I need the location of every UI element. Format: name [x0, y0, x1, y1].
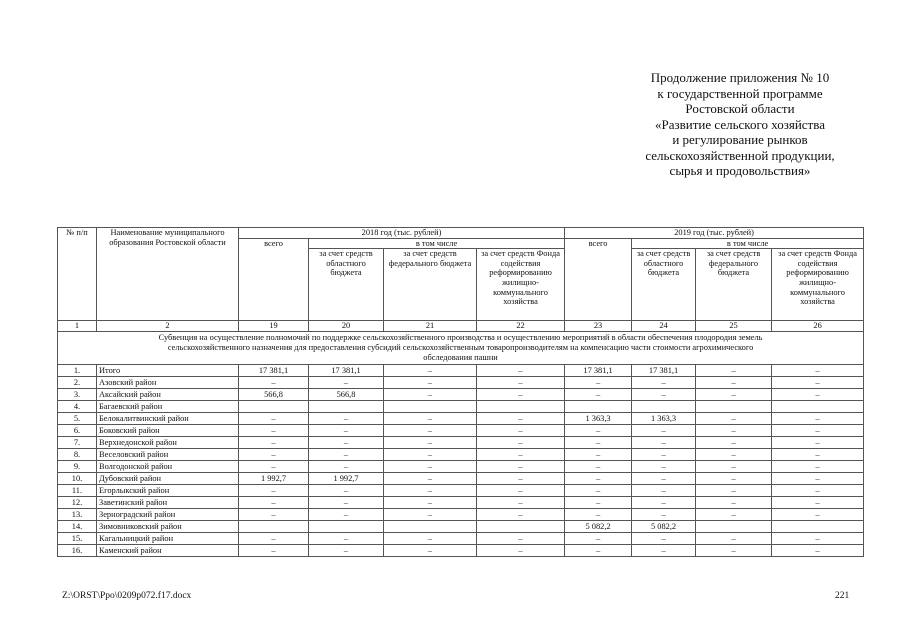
row-number: 13. — [58, 508, 97, 520]
value-cell: – — [384, 448, 477, 460]
value-cell: – — [239, 448, 309, 460]
value-cell — [632, 400, 696, 412]
value-cell: – — [696, 412, 772, 424]
appendix-heading — [620, 70, 860, 179]
value-cell — [477, 520, 565, 532]
value-cell: – — [565, 424, 632, 436]
value-cell: – — [696, 496, 772, 508]
row-number: 7. — [58, 436, 97, 448]
value-cell: – — [632, 460, 696, 472]
value-cell: – — [772, 472, 864, 484]
header-incl-2018: в том числе — [309, 238, 565, 249]
district-name: Верхнедонской район — [97, 436, 239, 448]
value-cell: – — [384, 376, 477, 388]
value-cell: – — [384, 508, 477, 520]
table-row — [58, 412, 864, 424]
value-cell: – — [696, 508, 772, 520]
value-cell: – — [309, 460, 384, 472]
header-oblast-2019: за счет средств областного бюджета — [632, 249, 696, 321]
row-number: 16. — [58, 544, 97, 556]
value-cell: – — [384, 364, 477, 376]
header-year-2018: 2018 год (тыс. рублей) — [239, 228, 565, 239]
value-cell: – — [772, 460, 864, 472]
value-cell: – — [384, 544, 477, 556]
value-cell: – — [696, 472, 772, 484]
header-fund-2018: за счет средств Фонда содействия реформированию жилищно-коммунального хозяйства — [477, 249, 565, 321]
value-cell — [384, 400, 477, 412]
value-cell: – — [309, 508, 384, 520]
district-name: Кагальницкий район — [97, 532, 239, 544]
value-cell: – — [772, 388, 864, 400]
row-number: 2. — [58, 376, 97, 388]
value-cell: – — [632, 436, 696, 448]
district-name: Зерноградский район — [97, 508, 239, 520]
value-cell: 566,8 — [309, 388, 384, 400]
table-row — [58, 388, 864, 400]
heading-line: Ростовской области — [685, 101, 795, 116]
value-cell: – — [696, 532, 772, 544]
header-name: Наименование муниципального образования Ростовской области — [97, 228, 239, 321]
value-cell: – — [565, 436, 632, 448]
value-cell: – — [477, 364, 565, 376]
value-cell: – — [696, 436, 772, 448]
header-fund-2019: за счет средств Фонда содействия реформированию жилищно-коммунального хозяйства — [772, 249, 864, 321]
value-cell: – — [384, 472, 477, 484]
value-cell: 566,8 — [239, 388, 309, 400]
value-cell: – — [477, 484, 565, 496]
district-name: Веселовский район — [97, 448, 239, 460]
value-cell — [384, 520, 477, 532]
value-cell: – — [696, 388, 772, 400]
value-cell: – — [696, 460, 772, 472]
section-title: Субвенция на осуществление полномочий по поддержке сельскохозяйственного производства и осуществлению мероприятий в области обеспечения плодородия земель сельскохозяйственного назначения для предоставления субсидий сельскохозяйственным товаропроизводителям на компенсацию части стоимости агрохимического обследования пашни — [58, 331, 864, 364]
value-cell: – — [772, 412, 864, 424]
value-cell: 17 381,1 — [632, 364, 696, 376]
header-federal-2019: за счет средств федерального бюджета — [696, 249, 772, 321]
table-row — [58, 460, 864, 472]
heading-line: к государственной программе — [657, 85, 823, 101]
value-cell — [239, 520, 309, 532]
value-cell: – — [772, 544, 864, 556]
value-cell: 1 992,7 — [239, 472, 309, 484]
header-total-2018: всего — [239, 238, 309, 321]
heading-line: сельскохозяйственной продукции, — [645, 147, 835, 163]
row-number: 6. — [58, 424, 97, 436]
district-name: Зимовниковский район — [97, 520, 239, 532]
col-number: 20 — [309, 321, 384, 332]
district-name: Дубовский район — [97, 472, 239, 484]
value-cell — [696, 520, 772, 532]
value-cell: – — [565, 448, 632, 460]
value-cell: – — [565, 388, 632, 400]
value-cell: – — [239, 496, 309, 508]
value-cell: – — [772, 532, 864, 544]
value-cell: – — [565, 460, 632, 472]
value-cell: – — [384, 532, 477, 544]
col-number: 25 — [696, 321, 772, 332]
value-cell: – — [632, 448, 696, 460]
col-number: 22 — [477, 321, 565, 332]
value-cell: – — [309, 544, 384, 556]
value-cell: – — [696, 448, 772, 460]
value-cell: – — [565, 532, 632, 544]
value-cell: – — [477, 532, 565, 544]
header-incl-2019: в том числе — [632, 238, 864, 249]
col-number: 23 — [565, 321, 632, 332]
table-row — [58, 436, 864, 448]
value-cell: – — [384, 412, 477, 424]
value-cell: – — [772, 508, 864, 520]
value-cell: – — [696, 424, 772, 436]
value-cell — [565, 400, 632, 412]
value-cell: 17 381,1 — [239, 364, 309, 376]
col-number: 2 — [97, 321, 239, 332]
district-name: Багаевский район — [97, 400, 239, 412]
header-num: № п/п — [58, 228, 97, 321]
value-cell: – — [239, 532, 309, 544]
value-cell: – — [239, 544, 309, 556]
table-row — [58, 532, 864, 544]
value-cell: – — [696, 376, 772, 388]
value-cell: – — [565, 496, 632, 508]
value-cell: – — [772, 484, 864, 496]
value-cell: – — [632, 532, 696, 544]
value-cell: – — [565, 484, 632, 496]
row-number: 12. — [58, 496, 97, 508]
value-cell: – — [384, 484, 477, 496]
table-row — [58, 544, 864, 556]
table-row — [58, 520, 864, 532]
col-number: 24 — [632, 321, 696, 332]
subsidy-table — [57, 227, 864, 557]
value-cell: – — [477, 388, 565, 400]
value-cell: – — [565, 544, 632, 556]
heading-line: Продолжение приложения № 10 — [650, 70, 830, 85]
row-number: 15. — [58, 532, 97, 544]
value-cell: – — [309, 448, 384, 460]
value-cell: – — [309, 436, 384, 448]
value-cell: – — [477, 472, 565, 484]
value-cell: – — [309, 412, 384, 424]
value-cell: – — [477, 508, 565, 520]
row-number: 4. — [58, 400, 97, 412]
col-number: 19 — [239, 321, 309, 332]
value-cell: 5 082,2 — [565, 520, 632, 532]
district-name: Волгодонской район — [97, 460, 239, 472]
value-cell: 1 992,7 — [309, 472, 384, 484]
value-cell: – — [565, 472, 632, 484]
heading-line: сырья и продовольствия» — [669, 163, 811, 178]
row-number: 10. — [58, 472, 97, 484]
value-cell: – — [239, 508, 309, 520]
district-name: Белокалитвинский район — [97, 412, 239, 424]
value-cell — [772, 520, 864, 532]
col-number: 1 — [58, 321, 97, 332]
value-cell: – — [632, 496, 696, 508]
file-path: Z:\ORST\Ppo\0209p072.f17.docx — [62, 591, 192, 601]
value-cell: – — [384, 496, 477, 508]
row-number: 11. — [58, 484, 97, 496]
value-cell: 1 363,3 — [565, 412, 632, 424]
value-cell: – — [239, 484, 309, 496]
value-cell: – — [772, 436, 864, 448]
district-name: Итого — [97, 364, 239, 376]
value-cell: – — [565, 376, 632, 388]
table-row — [58, 400, 864, 412]
table-row — [58, 496, 864, 508]
value-cell — [239, 400, 309, 412]
value-cell: – — [239, 460, 309, 472]
table-row — [58, 376, 864, 388]
value-cell: – — [632, 508, 696, 520]
value-cell: – — [239, 424, 309, 436]
value-cell: – — [632, 376, 696, 388]
value-cell: – — [772, 376, 864, 388]
value-cell: – — [477, 448, 565, 460]
header-row — [58, 228, 864, 239]
col-number: 26 — [772, 321, 864, 332]
value-cell: – — [632, 544, 696, 556]
heading-line: «Развитие сельского хозяйства — [655, 116, 825, 132]
header-oblast-2018: за счет средств областного бюджета — [309, 249, 384, 321]
district-name: Егорлыкский район — [97, 484, 239, 496]
value-cell: – — [632, 388, 696, 400]
value-cell: – — [477, 496, 565, 508]
value-cell: – — [477, 376, 565, 388]
value-cell: – — [477, 424, 565, 436]
value-cell: – — [239, 436, 309, 448]
section-row — [58, 331, 864, 364]
value-cell — [696, 400, 772, 412]
header-total-2019: всего — [565, 238, 632, 321]
value-cell: – — [384, 388, 477, 400]
value-cell: – — [772, 424, 864, 436]
header-year-2019: 2019 год (тыс. рублей) — [565, 228, 864, 239]
value-cell: – — [632, 424, 696, 436]
value-cell: – — [696, 364, 772, 376]
value-cell: 17 381,1 — [565, 364, 632, 376]
col-number: 21 — [384, 321, 477, 332]
value-cell: – — [772, 364, 864, 376]
value-cell: – — [384, 436, 477, 448]
value-cell: – — [309, 484, 384, 496]
district-name: Каменский район — [97, 544, 239, 556]
district-name: Аксайский район — [97, 388, 239, 400]
value-cell: – — [477, 544, 565, 556]
district-name: Азовский район — [97, 376, 239, 388]
value-cell — [309, 520, 384, 532]
value-cell — [772, 400, 864, 412]
value-cell: – — [772, 448, 864, 460]
row-number: 3. — [58, 388, 97, 400]
table-row — [58, 448, 864, 460]
value-cell: – — [309, 424, 384, 436]
row-number: 9. — [58, 460, 97, 472]
value-cell: – — [632, 472, 696, 484]
district-name: Заветинский район — [97, 496, 239, 508]
value-cell: – — [772, 496, 864, 508]
table-row — [58, 508, 864, 520]
value-cell — [477, 400, 565, 412]
value-cell: 17 381,1 — [309, 364, 384, 376]
value-cell: – — [309, 496, 384, 508]
value-cell: – — [239, 412, 309, 424]
column-number-row — [58, 321, 864, 332]
value-cell: – — [696, 484, 772, 496]
value-cell: – — [565, 508, 632, 520]
row-number: 1. — [58, 364, 97, 376]
value-cell: – — [477, 436, 565, 448]
value-cell: – — [477, 460, 565, 472]
value-cell: – — [309, 376, 384, 388]
table-row — [58, 484, 864, 496]
row-number: 5. — [58, 412, 97, 424]
district-name: Боковский район — [97, 424, 239, 436]
value-cell: 5 082,2 — [632, 520, 696, 532]
row-number: 14. — [58, 520, 97, 532]
table-row — [58, 472, 864, 484]
table-row — [58, 364, 864, 376]
value-cell: – — [384, 460, 477, 472]
value-cell: – — [477, 412, 565, 424]
value-cell: 1 363,3 — [632, 412, 696, 424]
heading-line: и регулирование рынков — [672, 132, 808, 147]
row-number: 8. — [58, 448, 97, 460]
value-cell: – — [309, 532, 384, 544]
value-cell: – — [696, 544, 772, 556]
value-cell: – — [632, 484, 696, 496]
table-row — [58, 424, 864, 436]
header-federal-2018: за счет средств федерального бюджета — [384, 249, 477, 321]
page-number: 221 — [835, 591, 850, 601]
value-cell — [309, 400, 384, 412]
value-cell: – — [239, 376, 309, 388]
value-cell: – — [384, 424, 477, 436]
